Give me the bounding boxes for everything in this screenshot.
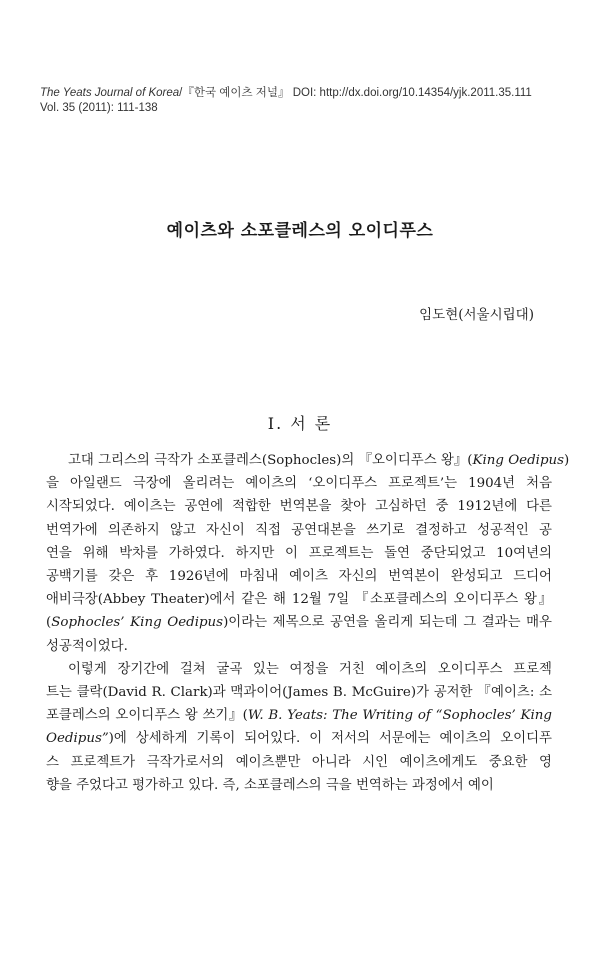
journal-name: The Yeats Journal of Korea xyxy=(40,87,180,99)
text-line xyxy=(46,565,552,588)
italic-title-segment: Oedipus” xyxy=(46,731,109,747)
text-line xyxy=(46,611,552,634)
text-segment: 번역가에 의존하지 않고 자신이 직접 공연대본을 쓰기로 결정하고 성공적인 공 xyxy=(46,522,552,538)
paragraph xyxy=(46,449,570,658)
text-segment: 향을 주었다고 평가하고 있다. 즉, 소포클레스의 극을 번역하는 과정에서 예이 xyxy=(46,777,494,793)
text-segment: 고대 그리스의 극작가 소포클레스(Sophocles)의 『오이디푸스 왕』( xyxy=(68,453,473,468)
text-line xyxy=(46,495,552,518)
journal-header xyxy=(40,86,580,116)
section-heading: I. 서 론 xyxy=(267,414,333,433)
text-segment: 연을 위해 박차를 가하였다. 하지만 이 프로젝트는 돌연 중단되었고 10여년의 xyxy=(46,545,552,561)
text-segment: 스 프로젝트가 극작가로서의 예이츠뿐만 아니라 시인 예이츠에게도 중요한 영 xyxy=(46,754,552,770)
text-segment: 성공적이었다. xyxy=(46,638,128,654)
text-segment: ( xyxy=(46,615,52,631)
journal-citation-line xyxy=(40,86,580,101)
text-segment: 트는 클락(David R. Clark)과 맥과이어(James B. McGuire)가 공저한 『예이츠: 소 xyxy=(46,685,552,701)
author-affiliation: 임도현(서울시립대) xyxy=(419,307,534,323)
italic-title-segment: Sophocles’ King Oedipus xyxy=(51,615,224,631)
paragraph xyxy=(46,658,552,797)
text-segment: 포클레스의 오이디푸스 왕 쓰기』( xyxy=(46,708,248,724)
text-segment: 공백기를 갖은 후 1926년에 마침내 예이츠 자신의 번역본이 완성되고 드디어 xyxy=(46,569,552,585)
text-segment: ) xyxy=(564,453,570,468)
text-line xyxy=(46,681,552,704)
text-line xyxy=(46,542,552,565)
italic-title-segment: King Oedipus xyxy=(472,453,565,468)
text-segment: 이렇게 장기간에 걸쳐 굴곡 있는 여정을 거친 예이츠의 오이디푸스 프로젝 xyxy=(68,661,552,677)
text-line xyxy=(46,658,552,681)
text-line xyxy=(46,449,570,472)
paper-title: 예이츠와 소포클레스의 오이디푸스 xyxy=(166,221,434,241)
text-segment: )이라는 제목으로 공연을 올리게 되는데 그 결과는 매우 xyxy=(223,615,552,631)
text-segment: 을 아일랜드 극장에 올리려는 예이츠의 ‘오이디푸스 프로젝트’는 1904년 처음 xyxy=(46,476,552,492)
text-line xyxy=(46,635,552,658)
text-line xyxy=(46,472,552,495)
doi-link[interactable]: DOI: http://dx.doi.org/10.14354/yjk.2011.35.111 xyxy=(289,87,532,99)
text-line xyxy=(46,704,552,727)
text-line xyxy=(46,588,552,611)
text-line xyxy=(46,774,552,797)
volume-info: Vol. 35 (2011): 111-138 xyxy=(40,102,158,114)
italic-title-segment: W. B. Yeats: The Writing of “Sophocles’ King xyxy=(247,708,552,724)
text-segment: 시작되었다. 예이츠는 공연에 적합한 번역본을 찾아 고심하던 중 1912년에 다른 xyxy=(46,499,552,515)
body-text xyxy=(46,449,570,797)
text-line xyxy=(46,751,552,774)
text-line xyxy=(46,519,552,542)
journal-korean-name: /『한국 예이츠 저널』 xyxy=(179,87,290,99)
text-segment: 애비극장(Abbey Theater)에서 같은 해 12월 7일 『소포클레스의 오이디푸스 왕』 xyxy=(46,592,552,608)
text-segment: )에 상세하게 기록이 되어있다. 이 저서의 서문에는 예이츠의 오이디푸 xyxy=(108,731,552,747)
text-line xyxy=(46,727,552,750)
